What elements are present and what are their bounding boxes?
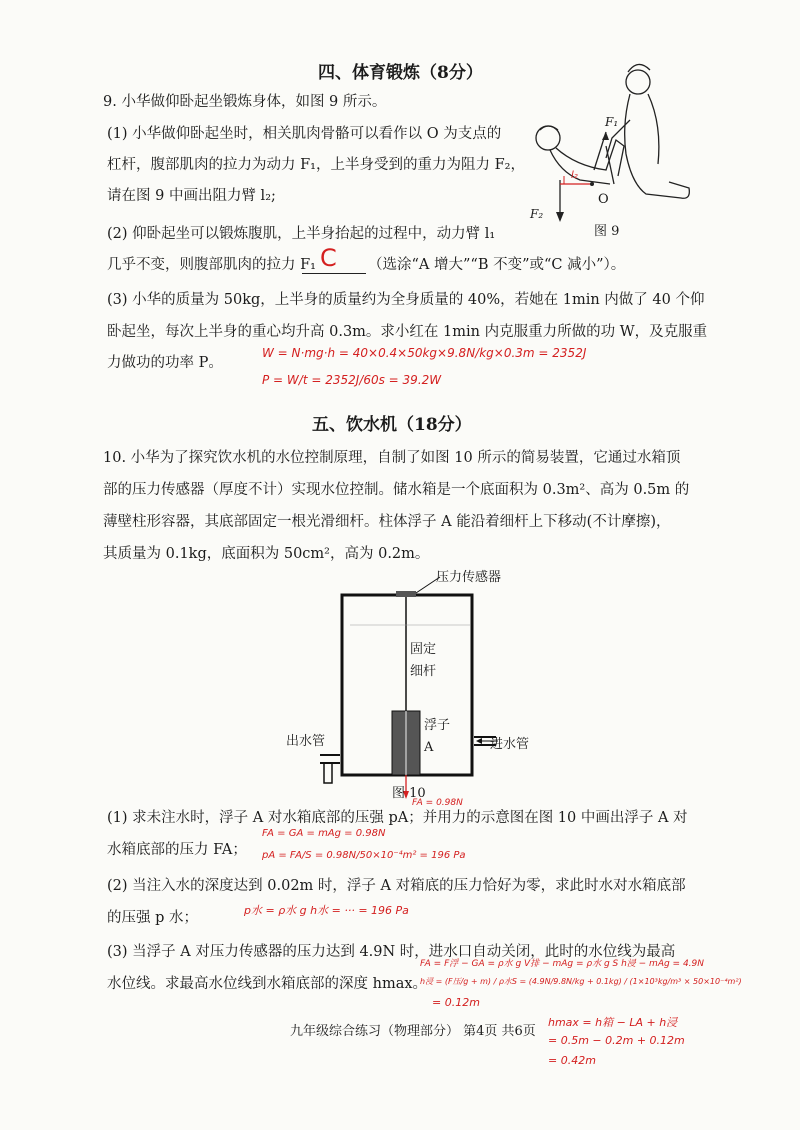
handwritten-q10-3-line5: = 0.5m − 0.2m + 0.12m bbox=[548, 1034, 685, 1047]
section5-heading: 五、饮水机（18分） bbox=[312, 415, 472, 435]
fig9-label-f1: F₁ bbox=[605, 115, 619, 129]
q10-3-line1: (3) 当浮子 A 对压力传感器的压力达到 4.9N 时，进水口自动关闭，此时的水位线为最高 bbox=[107, 944, 676, 960]
q10-2-line2: 的压强 p 水； bbox=[107, 910, 198, 926]
q10-2-line1: (2) 当注入水的深度达到 0.02m 时，浮子 A 对箱底的压力恰好为零，求此时水对水箱底部 bbox=[107, 878, 686, 894]
q9-3-line1: (3) 小华的质量为 50kg，上半身的质量约为全身质量的 40%，若她在 1min 内做了 40 个仰 bbox=[107, 292, 705, 308]
handwritten-q10-3-line6: = 0.42m bbox=[548, 1054, 596, 1067]
fig9-label-l2: l₂ bbox=[571, 170, 578, 181]
q10-intro-line2: 部的压力传感器（厚度不计）实现水位控制。储水箱是一个底面积为 0.3m²、高为 0.5m 的 bbox=[103, 482, 690, 498]
fig10-inlet-label: 进水管 bbox=[490, 737, 530, 752]
handwritten-q10-1-pa: pA = FA/S = 0.98N/50×10⁻⁴m² = 196 Pa bbox=[262, 850, 466, 861]
q9-3-line2: 卧起坐，每次上半身的重心均升高 0.3m。求小红在 1min 内克服重力所做的功 W，及克服重 bbox=[107, 324, 708, 340]
q10-1-line1: (1) 求未注水时，浮子 A 对水箱底部的压强 pA；并用力的示意图在图 10 中画出浮子 A 对 bbox=[107, 810, 688, 826]
q9-1-line3: 请在图 9 中画出阻力臂 l₂; bbox=[107, 188, 276, 204]
figure-10-diagram bbox=[300, 565, 570, 805]
handwritten-q10-3-line2: h浸 = (F压/g + m) / ρ水S = (4.9N/9.8N/kg + 0.1kg) / (1×10³kg/m³ × 50×10⁻⁴m²) bbox=[420, 977, 742, 986]
fig10-rod-label-2: 细杆 bbox=[410, 664, 437, 679]
fig10-float-label-1: 浮子 bbox=[424, 718, 451, 733]
fig10-sensor-label: 压力传感器 bbox=[436, 570, 502, 585]
fig10-float-label-2: A bbox=[424, 740, 434, 755]
handwritten-work-w: W = N·mg·h = 40×0.4×50kg×9.8N/kg×0.3m = 2352J bbox=[262, 346, 587, 360]
q10-intro-line4: 其质量为 0.1kg，底面积为 50cm²，高为 0.2m。 bbox=[103, 546, 430, 562]
fig9-label-o: O bbox=[598, 192, 609, 207]
q9-1-line2: 杠杆，腹部肌肉的拉力为动力 F₁，上半身受到的重力为阻力 F₂， bbox=[107, 157, 525, 173]
q9-2-line2: 几乎不变，则腹部肌肉的拉力 F₁ bbox=[107, 257, 316, 273]
handwritten-q10-3-line4: hmax = h箱 − LA + h浸 bbox=[548, 1016, 678, 1029]
fig10-handwritten-fa: FA = 0.98N bbox=[412, 798, 463, 808]
handwritten-q10-3-line1: FA = F浮 − GA = ρ水 g V排 − mAg = ρ水 g S h浸 − mAg = 4.9N bbox=[420, 959, 705, 969]
handwritten-power-p: P = W/t = 2352J/60s = 39.2W bbox=[262, 373, 442, 387]
q9-intro: 9. 小华做仰卧起坐锻炼身体，如图 9 所示。 bbox=[103, 94, 387, 110]
q10-intro-line1: 10. 小华为了探究饮水机的水位控制原理，自制了如图 10 所示的简易装置，它通过水箱顶 bbox=[103, 450, 681, 466]
fig10-outlet-label: 出水管 bbox=[286, 734, 326, 749]
fig9-label-f2: F₂ bbox=[530, 207, 544, 221]
q9-2-options: （选涂“A 增大”“B 不变”或“C 减小”）。 bbox=[368, 257, 626, 273]
answer-blank bbox=[302, 273, 366, 274]
q9-2-line1: (2) 仰卧起坐可以锻炼腹肌，上半身抬起的过程中，动力臂 l₁ bbox=[107, 226, 496, 242]
q10-3-line2: 水位线。求最高水位线到水箱底部的深度 hmax。 bbox=[107, 976, 428, 992]
q9-3-line3: 力做功的功率 P。 bbox=[107, 355, 223, 371]
q9-1-line1: (1) 小华做仰卧起坐时，相关肌肉骨骼可以看作以 O 为支点的 bbox=[107, 126, 502, 142]
page-footer: 九年级综合练习（物理部分） 第4页 共6页 bbox=[290, 1024, 536, 1039]
handwritten-q10-2: p水 = ρ水 g h水 = ··· = 196 Pa bbox=[244, 904, 409, 917]
fig9-caption: 图 9 bbox=[594, 224, 620, 239]
fig10-caption: 图 10 bbox=[392, 786, 426, 801]
handwritten-q10-3-line3: = 0.12m bbox=[432, 996, 480, 1009]
q10-1-line2: 水箱底部的压力 FA； bbox=[107, 842, 247, 858]
handwritten-q10-1-fa: FA = GA = mAg = 0.98N bbox=[262, 828, 386, 839]
section4-heading: 四、体育锻炼（8分） bbox=[318, 63, 483, 83]
fig10-rod-label-1: 固定 bbox=[410, 642, 437, 657]
handwritten-answer-c: C bbox=[320, 244, 337, 272]
q10-intro-line3: 薄壁柱形容器，其底部固定一根光滑细杆。柱体浮子 A 能沿着细杆上下移动(不计摩擦)， bbox=[103, 514, 671, 530]
